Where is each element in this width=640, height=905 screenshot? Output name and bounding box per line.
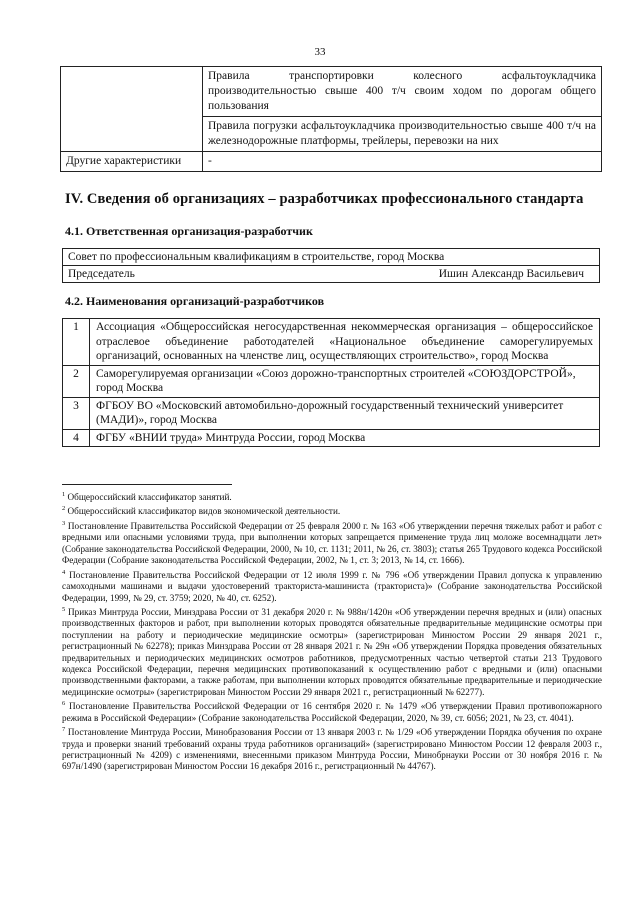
footnote: $^2$ Общероссийский классификатор видов экономической деятельности. [62,505,341,517]
developer-name: ФГБОУ ВО «Московский автомобильно-дорожный государственный технический университет (МАДИ)», город Москва [90,397,600,429]
footnote: $^6$ Постановление Правительства Российской Федерации от 16 сентября 2020 г. № 1479 «Об утверждении Правил противопожарного режима в Российской Федерации» (Собрание законодательства Российской Федерации, 2020, № 39, ст. 6056; 2021, № 23, ст. 4041). [62,700,603,723]
footnote: $^7$ Постановление Минтруда России, Минобразования России от 13 января 2003 г. № 1/29 «Об утверждении Порядка обучения по охране труда и проверки знаний требований охраны труда работников организаций» (зарегистрировано Минюстом России 12 февраля 2003 г., регистрационный № 4209) с изменениями, внесенными приказом Минтруда России, Минобрнауки России от 30 ноября 2016 г. № 697н/1490 (зарегистрирован Минюстом России 16 декабря 2016 г., регистрационный № 44767). [62,726,603,772]
developers-title: 4.2. Наименования организаций-разработчиков [65,294,325,308]
responsible-org-table [62,248,600,283]
responsible-org-head [63,266,600,283]
row-number: 1 [63,319,90,366]
empty-cell [61,67,203,152]
characteristics-table [60,66,602,172]
responsible-org-title: 4.1. Ответственная организация-разработчик [65,224,313,238]
developers-table [62,318,600,447]
section-title: IV. Сведения об организациях – разработчиках профессионального стандарта [65,191,584,207]
footnotes [62,489,602,773]
page-number: 33 [314,46,326,58]
table-row [63,429,600,447]
other-characteristics-label: Другие характеристики [61,152,203,172]
rule-transport-cell: Правила транспортировки колесного асфальтоукладчика производительностью свыше 400 т/ч своим ходом по дорогам общего пользования [203,67,602,117]
footnote: $^4$ Постановление Правительства Российской Федерации от 12 июля 1999 г. № 796 «Об утверждении Правил допуска к управлению самоходными машинами и выдачи удостоверений тракториста-машиниста (тракториста)» (Собрание законодательства Российской Федерации, 1999, № 29, ст. 3759; 2020, № 40, ст. 6252). [62,568,602,603]
table-row [63,397,600,429]
table-row [63,365,600,397]
developer-name: ФГБУ «ВНИИ труда» Минтруда России, город Москва [90,429,600,447]
other-characteristics-value: - [203,152,602,172]
responsible-org-name: Совет по профессиональным квалификациям в строительстве, город Москва [63,249,600,266]
footnote-separator [62,484,232,485]
row-number: 2 [63,365,90,397]
developer-name: Ассоциация «Общероссийская негосударственная некоммерческая организация – общероссийское отраслевое объединение работодателей «Национальное объединение саморегулируемых организаций, основанных на членстве лиц, осуществляющих строительство», город Москва [90,319,600,366]
developer-name: Саморегулируемая организации «Союз дорожно-транспортных строителей «СОЮЗДОРСТРОЙ», город Москва [90,365,600,397]
rule-loading-cell: Правила погрузки асфальтоукладчика производительностью свыше 400 т/ч на железнодорожные платформы, трейлеры, перевозки на них [203,117,602,152]
row-number: 3 [63,397,90,429]
footnote: $^5$ Приказ Минтруда России, Минздрава России от 31 декабря 2020 г. № 988н/1420н «Об утверждении перечня вредных и (или) опасных производственных факторов и работ, при выполнении которых проводятся обязательные предварительные медицинские осмотры при поступлении на работу и периодические медицинские осмотры» (зарегистрирован Минюстом России 29 января 2021 г., регистрационный № 62278); приказ Минздрава России от 28 января 2021 г. № 29н «Об утверждении Порядка проведения обязательных предварительных и периодических медицинских осмотров работников, предусмотренных частью четвертой статьи 213 Трудового кодекса Российской Федерации, перечня медицинских противопоказаний к осуществлению работ с вредными и (или) опасными производственными факторами, а также работам, при выполнении которых проводятся обязательные предварительные и периодические медицинские осмотры» (зарегистрирован Минюстом России 29 января 2021 г., регистрационный № 62277). [62,605,603,697]
table-row [63,319,600,366]
row-number: 4 [63,429,90,447]
head-position: Председатель [68,268,135,280]
head-person: Ишин Александр Васильевич [438,268,584,280]
footnote: $^3$ Постановление Правительства Российской Федерации от 25 февраля 2000 г. № 163 «Об утверждении перечня тяжелых работ и работ с вредными или опасными условиями труда, при выполнении которых запрещается применение труда лиц моложе восемнадцати лет» (Собрание законодательства Российской Федерации, 2000, № 10, ст. 1131; 2011, № 26, ст. 3803); статья 265 Трудового кодекса Российской Федерации (Собрание законодательства Российской Федерации, 2002, № 1, ст. 3; 2013, № 14, ст. 1666). [62,519,602,566]
footnote: $^1$ Общероссийский классификатор занятий. [62,491,232,503]
